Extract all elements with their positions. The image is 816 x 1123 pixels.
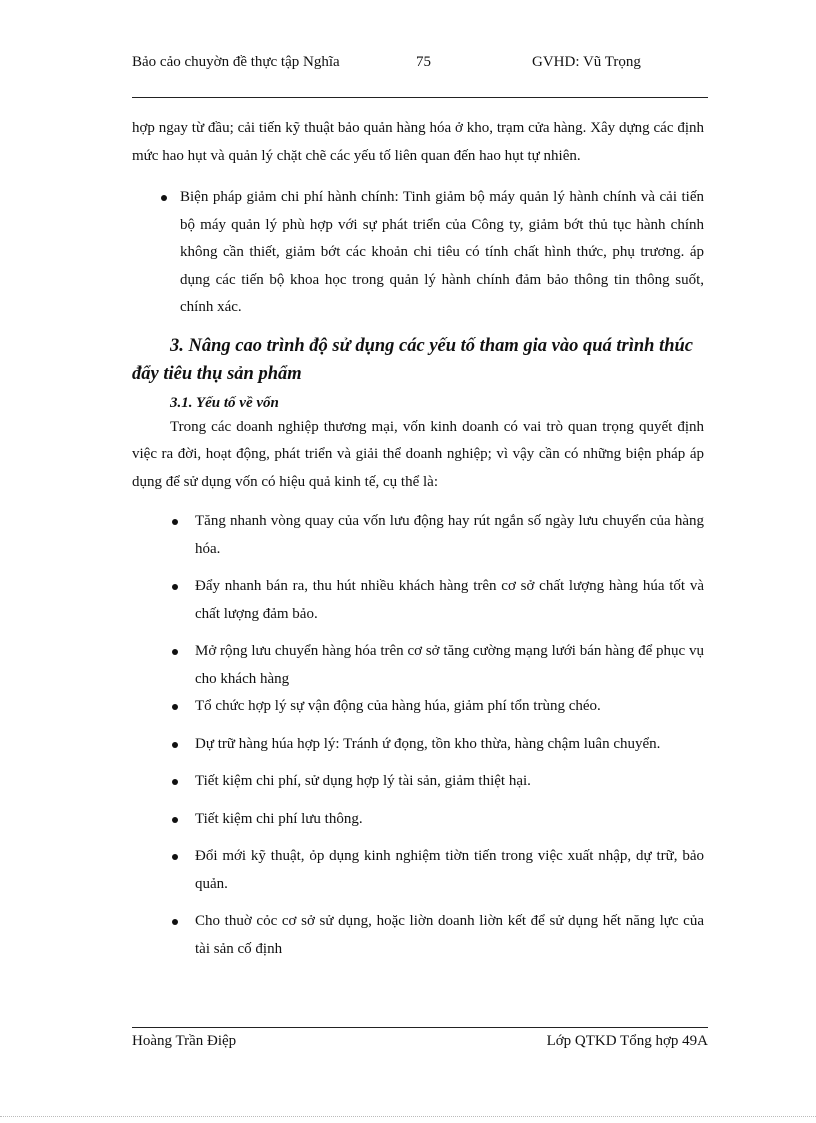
measure-item — [132, 768, 704, 796]
measure-item — [132, 843, 704, 898]
header-rule — [132, 97, 708, 98]
section-heading-line-2: đẩy tiêu thụ sản phẩm — [132, 363, 302, 384]
bullet-dot-icon — [172, 779, 178, 785]
bullet-dot-icon — [172, 704, 178, 710]
measure-item — [132, 908, 704, 963]
header-supervisor: GVHD: Vũ Trọng — [532, 54, 641, 70]
measure-text: Đổi mới kỹ thuật, ỏp dụng kinh nghiệm tiờn tiến trong việc xuất nhập, dự trữ, bảo quản. — [195, 848, 704, 892]
footer-class: Lớp QTKD Tổng hợp 49A — [546, 1033, 708, 1049]
measure-text: Tiết kiệm chi phí lưu thông. — [195, 810, 363, 827]
bullet-dot-icon — [161, 195, 167, 201]
bullet-admin-text: Biện pháp giảm chi phí hành chính: Tinh giảm bộ máy quản lý hành chính và cải tiến bộ máy quản lý phù hợp với sự phát triển của Công ty, giảm bớt thủ tục hành chính không cần thiết, giảm bớt các khoản chi tiêu có tính chất hình thức, phụ trương. áp dụng các tiến bộ khoa học trong quản lý hành chính đảm bảo thông tin thông suốt, chính xác. — [180, 189, 704, 315]
measure-item — [132, 573, 704, 628]
measure-item — [132, 806, 704, 834]
measure-text: Đẩy nhanh bán ra, thu hút nhiều khách hàng trên cơ sở chất lượng hàng húa tốt và chất lượng đảm bảo. — [195, 578, 704, 622]
page-header — [132, 52, 708, 98]
intro-paragraph: hợp ngay từ đầu; cải tiến kỹ thuật bảo quản hàng hóa ở kho, trạm cửa hàng. Xây dựng các định mức hao hụt và quản lý chặt chẽ các yếu tố liên quan đến hao hụt tự nhiên. — [132, 120, 704, 164]
bullet-admin-cost — [132, 184, 704, 322]
bullet-dot-icon — [172, 854, 178, 860]
page-number: 75 — [416, 54, 431, 70]
measure-text: Tổ chức hợp lý sự vận động của hàng húa, giảm phí tổn trùng chéo. — [195, 698, 601, 714]
bullet-dot-icon — [172, 649, 178, 655]
measure-item — [132, 731, 704, 759]
page-bottom-edge — [0, 1116, 816, 1117]
bullet-dot-icon — [172, 817, 178, 823]
bullet-dot-icon — [172, 584, 178, 590]
footer-author: Hoàng Trần Điệp — [132, 1033, 237, 1049]
measure-text: Cho thuờ cỏc cơ sở sử dụng, hoặc liờn doanh liờn kết để sử dụng hết năng lực của tài sản cố định — [195, 913, 704, 957]
section-heading — [132, 332, 704, 388]
measure-text: Mở rộng lưu chuyển hàng hóa trên cơ sở tăng cường mạng lưới bán hàng để phục vụ cho khách hàng — [195, 643, 704, 687]
bullet-dot-icon — [172, 519, 178, 525]
header-report-title: Bảo cảo chuyờn đề thực tập Nghĩa — [132, 54, 340, 70]
measure-item — [132, 693, 704, 721]
bullet-dot-icon — [172, 919, 178, 925]
bullet-dot-icon — [172, 742, 178, 748]
measure-text: Tiết kiệm chi phí, sử dụng hợp lý tài sản, giảm thiệt hại. — [195, 773, 531, 789]
measure-text: Dự trữ hàng húa hợp lý: Tránh ứ đọng, tồn kho thừa, hàng chậm luân chuyển. — [195, 735, 661, 752]
subsection-heading: 3.1. Yếu tố về vốn — [170, 394, 279, 411]
footer-rule — [132, 1027, 708, 1028]
measure-item — [132, 508, 704, 563]
page-body — [132, 115, 704, 963]
measure-item — [132, 638, 704, 693]
section-heading-line-1: 3. Nâng cao trình độ sử dụng các yếu tố tham gia vào quá trình thúc — [170, 335, 693, 356]
measure-text: Tăng nhanh vòng quay của vốn lưu động hay rút ngắn số ngày lưu chuyển của hàng hóa. — [195, 513, 704, 557]
subsection-paragraph: Trong các doanh nghiệp thương mại, vốn kinh doanh có vai trò quan trọng quyết định việc ra đời, hoạt động, phát triển và giải thể doanh nghiệp; vì vậy cần có những biện pháp áp dụng để sử dụng vốn có hiệu quả kinh tế, cụ thể là: — [132, 418, 704, 490]
